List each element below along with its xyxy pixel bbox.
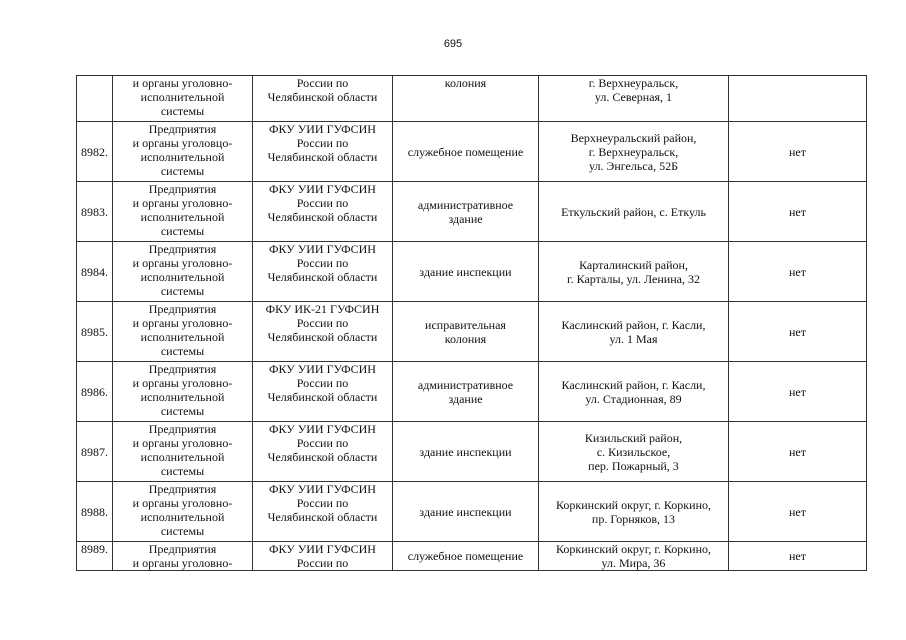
table-row bbox=[77, 482, 867, 542]
note-cell: нет bbox=[729, 242, 867, 302]
row-number bbox=[77, 76, 113, 122]
category-cell: Предприятия и органы уголовно- bbox=[113, 542, 253, 571]
note-cell: нет bbox=[729, 362, 867, 422]
table-row bbox=[77, 122, 867, 182]
row-number: 8983. bbox=[77, 182, 113, 242]
object-type-cell: здание инспекции bbox=[393, 422, 539, 482]
object-type-cell: здание инспекции bbox=[393, 242, 539, 302]
row-number: 8988. bbox=[77, 482, 113, 542]
organization-cell: ФКУ УИИ ГУФСИН России по Челябинской области bbox=[253, 242, 393, 302]
organization-cell: России по Челябинской области bbox=[253, 76, 393, 122]
category-cell: Предприятия и органы уголовцо- исполнительной системы bbox=[113, 122, 253, 182]
category-cell: и органы уголовно- исполнительной системы bbox=[113, 76, 253, 122]
row-number: 8986. bbox=[77, 362, 113, 422]
address-cell: Каслинский район, г. Касли, ул. Стадионная, 89 bbox=[539, 362, 729, 422]
table-row bbox=[77, 422, 867, 482]
note-cell: нет bbox=[729, 302, 867, 362]
table-row bbox=[77, 242, 867, 302]
note-cell: нет bbox=[729, 482, 867, 542]
organization-cell: ФКУ УИИ ГУФСИН России по Челябинской области bbox=[253, 182, 393, 242]
table-row bbox=[77, 542, 867, 571]
note-cell: нет bbox=[729, 122, 867, 182]
note-cell: нет bbox=[729, 182, 867, 242]
row-number: 8985. bbox=[77, 302, 113, 362]
table-row bbox=[77, 362, 867, 422]
table-row bbox=[77, 302, 867, 362]
address-cell: Коркинский округ, г. Коркино, пр. Горняков, 13 bbox=[539, 482, 729, 542]
object-type-cell: административное здание bbox=[393, 182, 539, 242]
organization-cell: ФКУ УИИ ГУФСИН России по Челябинской области bbox=[253, 482, 393, 542]
registry-table bbox=[76, 75, 867, 571]
address-cell: г. Верхнеуральск, ул. Северная, 1 bbox=[539, 76, 729, 122]
object-type-cell: исправительная колония bbox=[393, 302, 539, 362]
object-type-cell: здание инспекции bbox=[393, 482, 539, 542]
page-number: 695 bbox=[443, 38, 463, 50]
category-cell: Предприятия и органы уголовно- исполнительной системы bbox=[113, 422, 253, 482]
address-cell: Коркинский округ, г. Коркино, ул. Мира, 36 bbox=[539, 542, 729, 571]
table-row bbox=[77, 182, 867, 242]
organization-cell: ФКУ ИК-21 ГУФСИН России по Челябинской области bbox=[253, 302, 393, 362]
note-cell: нет bbox=[729, 542, 867, 571]
object-type-cell: служебное помещение bbox=[393, 122, 539, 182]
address-cell: Каслинский район, г. Касли, ул. 1 Мая bbox=[539, 302, 729, 362]
object-type-cell: административное здание bbox=[393, 362, 539, 422]
note-cell: нет bbox=[729, 422, 867, 482]
organization-cell: ФКУ УИИ ГУФСИН России по Челябинской области bbox=[253, 122, 393, 182]
address-cell: Кизильский район, с. Кизильское, пер. Пожарный, 3 bbox=[539, 422, 729, 482]
organization-cell: ФКУ УИИ ГУФСИН России по Челябинской области bbox=[253, 422, 393, 482]
table-row bbox=[77, 76, 867, 122]
row-number: 8982. bbox=[77, 122, 113, 182]
object-type-cell: колония bbox=[393, 76, 539, 122]
address-cell: Еткульский район, с. Еткуль bbox=[539, 182, 729, 242]
category-cell: Предприятия и органы уголовно- исполнительной системы bbox=[113, 482, 253, 542]
category-cell: Предприятия и органы уголовно- исполнительной системы bbox=[113, 242, 253, 302]
row-number: 8984. bbox=[77, 242, 113, 302]
category-cell: Предприятия и органы уголовно- исполнительной системы bbox=[113, 362, 253, 422]
organization-cell: ФКУ УИИ ГУФСИН России по Челябинской области bbox=[253, 362, 393, 422]
address-cell: Верхнеуральский район, г. Верхнеуральск, ул. Энгельса, 52Б bbox=[539, 122, 729, 182]
address-cell: Карталинский район, г. Карталы, ул. Ленина, 32 bbox=[539, 242, 729, 302]
category-cell: Предприятия и органы уголовно- исполнительной системы bbox=[113, 182, 253, 242]
row-number: 8987. bbox=[77, 422, 113, 482]
note-cell bbox=[729, 76, 867, 122]
object-type-cell: служебное помещение bbox=[393, 542, 539, 571]
row-number: 8989. bbox=[77, 542, 113, 571]
organization-cell: ФКУ УИИ ГУФСИН России по bbox=[253, 542, 393, 571]
category-cell: Предприятия и органы уголовно- исполнительной системы bbox=[113, 302, 253, 362]
